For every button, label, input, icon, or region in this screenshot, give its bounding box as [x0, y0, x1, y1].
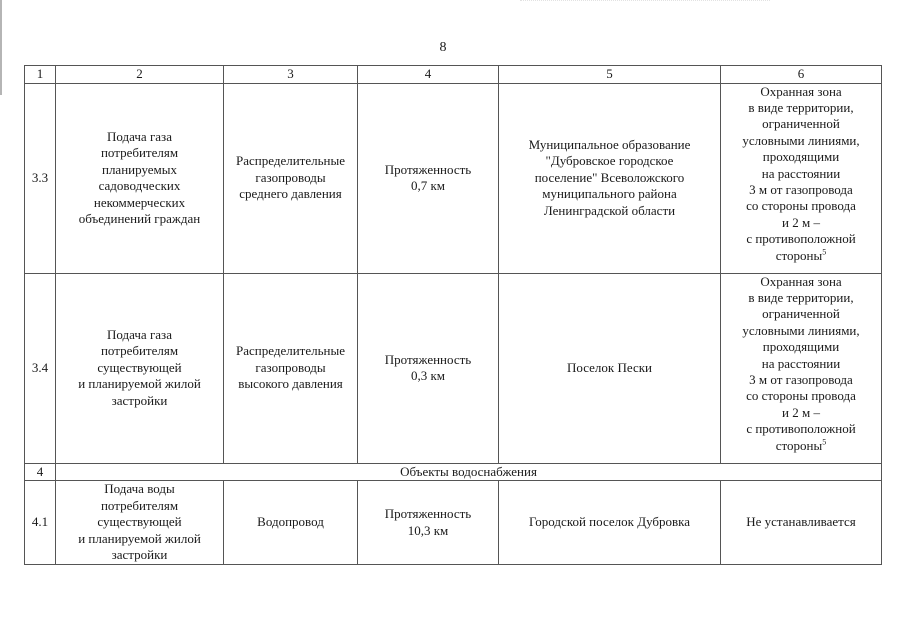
location-cell: Городской поселок Дубровка	[499, 481, 721, 565]
scan-artifact	[520, 0, 770, 7]
purpose-cell: Подача газа потребителям существующей и планируемой жилой застройки	[56, 273, 224, 463]
col-header-6: 6	[721, 66, 882, 84]
location-cell: Муниципальное образование "Дубровское городское поселение" Всеволожского муниципального района Ленинградской области	[499, 83, 721, 273]
location-cell: Поселок Пески	[499, 273, 721, 463]
table-row-4-1	[25, 481, 882, 565]
col-header-3: 3	[224, 66, 358, 84]
objects-table	[24, 65, 882, 565]
purpose-cell: Подача газа потребителям планируемых садоводческих некоммерческих объединений граждан	[56, 83, 224, 273]
col-header-1: 1	[25, 66, 56, 84]
footnote-marker: 5	[822, 247, 827, 257]
row-number: 3.4	[25, 273, 56, 463]
col-header-2: 2	[56, 66, 224, 84]
col-header-5: 5	[499, 66, 721, 84]
object-cell: Водопровод	[224, 481, 358, 565]
zone-text: Охранная зона в виде территории, ограниченной условными линиями, проходящими на расстоянии 3 м от газопровода со стороны провода и 2 м – с противоположной стороны	[742, 83, 860, 263]
section-number: 4	[25, 463, 56, 481]
zone-text: Охранная зона в виде территории, ограниченной условными линиями, проходящими на расстоянии 3 м от газопровода со стороны провода и 2 м – с противоположной стороны	[742, 273, 860, 453]
object-cell: Распределительные газопроводы среднего давления	[224, 83, 358, 273]
col-header-4: 4	[358, 66, 499, 84]
footnote-marker: 5	[822, 437, 827, 447]
purpose-cell: Подача воды потребителям существующей и планируемой жилой застройки	[56, 481, 224, 565]
zone-cell: Не устанавливается	[721, 481, 882, 565]
table-row-3-3	[25, 83, 882, 273]
zone-cell	[721, 273, 882, 463]
characteristic-cell: Протяженность 10,3 км	[358, 481, 499, 565]
header-row	[25, 66, 882, 84]
row-number: 3.3	[25, 83, 56, 273]
characteristic-cell: Протяженность 0,3 км	[358, 273, 499, 463]
section-row	[25, 463, 882, 481]
section-title: Объекты водоснабжения	[56, 463, 882, 481]
object-cell: Распределительные газопроводы высокого давления	[224, 273, 358, 463]
page-number: 8	[439, 40, 447, 55]
table-row-3-4	[25, 273, 882, 463]
characteristic-cell: Протяженность 0,7 км	[358, 83, 499, 273]
zone-cell	[721, 83, 882, 273]
row-number: 4.1	[25, 481, 56, 565]
